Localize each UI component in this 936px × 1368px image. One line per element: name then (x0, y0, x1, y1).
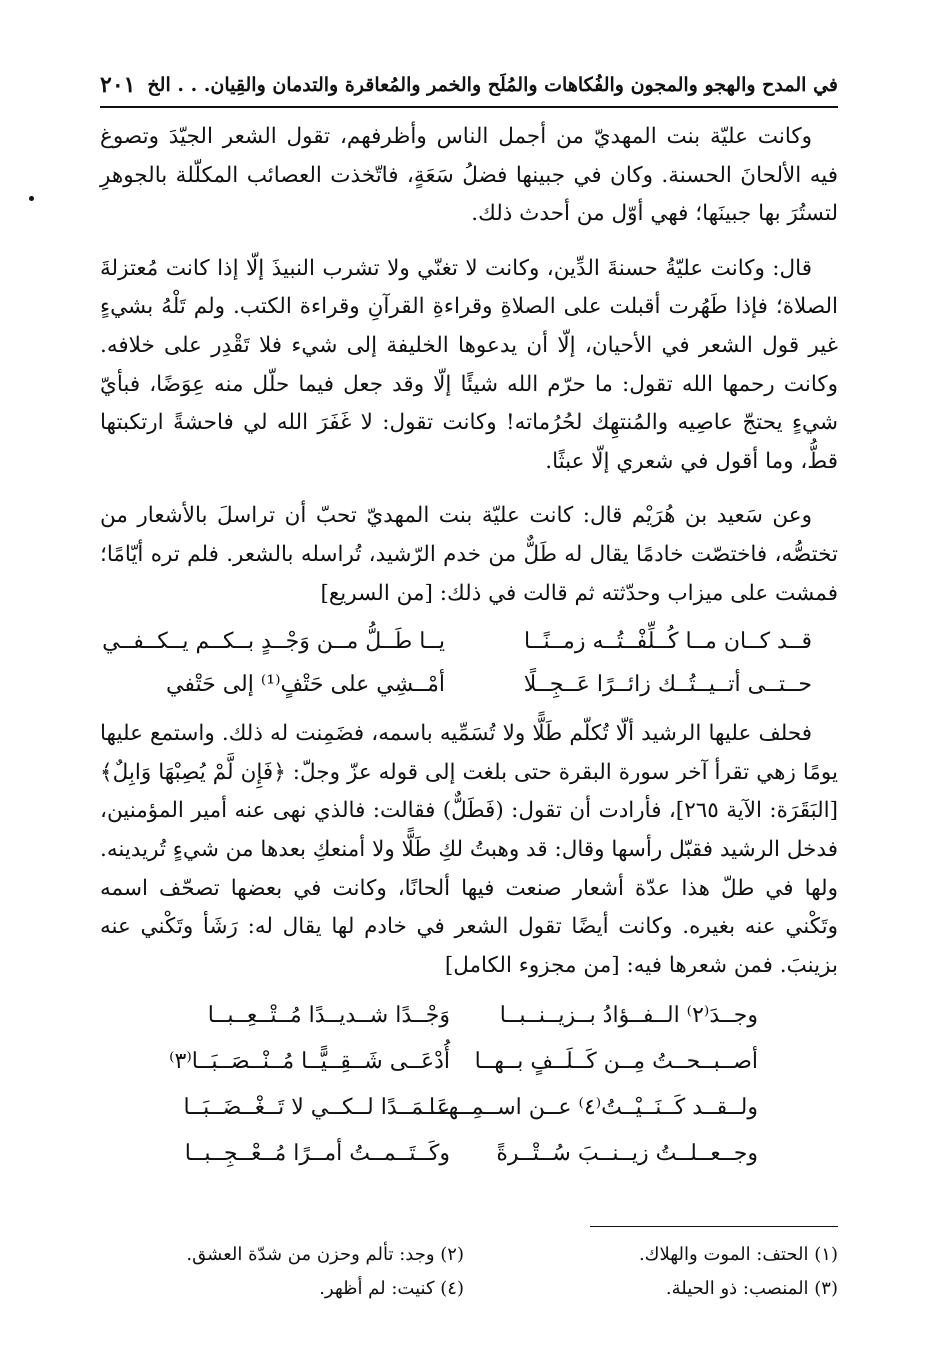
footnote-3: (٣) المنصب: ذو الحيلة. (665, 1278, 838, 1299)
verse-line (100, 1085, 838, 1131)
margin-dot (29, 196, 34, 201)
header-divider (100, 106, 838, 108)
paragraph: وكانت عليّة بنت المهديّ من أجمل الناس وأظرفهم، تقول الشعر الجيّدَ وتصوغ فيه الألحانَ الحسنة. وكان في جبينها فضلُ سَعَةٍ، فاتّخذت العصائب المكلّلة بالجوهرِ لتستُرَ بها جبينَها؛ فهي أوّل من أحدث ذلك. (100, 124, 838, 227)
verse-second-hemistich: يــا طَــلُّ مــن وَجْــدٍ بــكــم يــكــفــي (102, 629, 445, 655)
footnote-4: (٤) كنيت: لم أظهر. (319, 1278, 464, 1299)
running-header (100, 66, 838, 104)
footnote-divider (590, 1226, 838, 1227)
verse-line (100, 1039, 838, 1085)
verse-line (100, 664, 838, 707)
running-header-title: في المدح والهجو والمجون والفُكاهات والمُلَح والخمر والمُعاقرة والتدمان والقِيان. . . الخ (147, 74, 838, 96)
footnote-1: (١) الحتف: الموت والهلاك. (638, 1244, 838, 1265)
verse-second-hemistich: أُدْعَــى شَــقِــيًّــا مُــنْــصَــبَــا⁽٣⁾ (169, 1048, 450, 1074)
verse-second-hemistich: أمْــشِي على حَتْفٍ⁽¹⁾ إلى حَتْفي (166, 672, 445, 698)
verse-line (100, 621, 838, 664)
footnotes (130, 1238, 838, 1306)
verse-first-hemistich: حــتــى أتــيــتُــك زائــرًا عَــجِــلًا (523, 672, 812, 698)
paragraph: وعن سَعيد بن هُرَيْم قال: كانت عليّة بنت المهديّ تحبّ أن تراسلَ بالأشعار من تختصُّه، فاختصّت خادمًا يقال له طَلٌّ من خدم الرّشيد، تُراسله بالشعر. فلم تره أيّامًا؛ فمشت على ميزاب وحدّثته ثم قالت في ذلك: [من السريع] (100, 503, 838, 606)
verse-first-hemistich: وجــدَ⁽٢⁾ الــفــؤادُ بــزيــنــبــا (499, 1002, 758, 1028)
verse-line (100, 1131, 838, 1177)
verse-line (100, 993, 838, 1039)
footnote-2: (٢) وجد: تألم وحزن من شدّة العشق. (186, 1244, 464, 1265)
poem-saree (100, 621, 838, 707)
paragraph: فحلف عليها الرشيد ألّا تُكلّم طَلًّا ولا تُسَمِّيه باسمه، فضَمِنت له ذلك. واستمع عليها يومًا زهي تقرأ آخر سورة البقرة حتى بلغت إلى قوله عزّ وجلّ: ﴿فَإِن لَّمْ يُصِبْهَا وَابِلٌ﴾ [البَقَرَة: الآية ٢٦٥]، فأرادت أن تقول: (فَطَلٌّ) فقالت: فالذي نهى عنه أمير المؤمنين، فدخل الرشيد فقبّل رأسها وقال: قد وهبتُ لكِ طَلًّا ولا أمنعكِ بعدها من شيءٍ تُريدينه. ولها في طلّ هذا عدّة أشعار صنعت فيها ألحانًا، وكانت في بعضها تصحّف اسمه وتَكْني عنه بغيره. وكانت أيضًا تقول الشعر في خادم لها يقال له: رَشَأ وتَكْني عنه بزينبَ. فمن شعرها فيه: [من مجزوء الكامل] (100, 721, 839, 978)
verse-first-hemistich: ولــقــد كَــنَــيْــتُ⁽٤⁾ عــن اســمِــهــا (429, 1094, 758, 1120)
page-number: ٢٠١ (100, 72, 136, 98)
verse-first-hemistich: وجــعــلــتُ زيــنــبَ سُــتْــرةً (496, 1140, 758, 1166)
verse-first-hemistich: أصــبــحــتُ مِــن كَــلَــفٍ بــهــا (474, 1048, 758, 1074)
verse-second-hemistich: وَجْــدًا شــديــدًا مُــتْــعِــبــا (207, 1002, 450, 1028)
paragraph: قال: وكانت عليّةُ حسنةَ الدِّين، وكانت لا تغنّي ولا تشرب النبيذَ إلّا إذا كانت مُعتزلةَ الصلاة؛ فإذا طَهُرت أقبلت على الصلاةِ وقراءةِ القرآنِ وقراءة الكتب. ولم تَلْهُ بشيءٍ غير قول الشعر في الأحيان، إلّا أن يدعوها الخليفة إلى شيء فلا تَقْدِر على خلافه. وكانت رحمها الله تقول: ما حرّم الله شيئًا إلّا وقد جعل فيما حلّل منه عِوَضًا، فبأيّ شيءٍ يحتجّ عاصِيه والمُنتهِك لحُرُماته! وكانت تقول: لا غَفَرَ الله لي فاحشةً ارتكبتها قطُّ، وما أقول في شعري إلّا عبثًا. (100, 255, 838, 474)
verse-second-hemistich: عَــمَــدًا لــكــي لا تَــغْــضَــبَــا (183, 1094, 450, 1120)
verse-second-hemistich: وكَــتَــمــتُ أمــرًا مُــعْــجِــبــا (184, 1140, 450, 1166)
poem-majzu-kamil (100, 993, 838, 1177)
verse-first-hemistich: قــد كــان مــا كُــلِّفْــتُــه زمــنًــا (523, 629, 812, 655)
main-text (100, 118, 838, 1185)
